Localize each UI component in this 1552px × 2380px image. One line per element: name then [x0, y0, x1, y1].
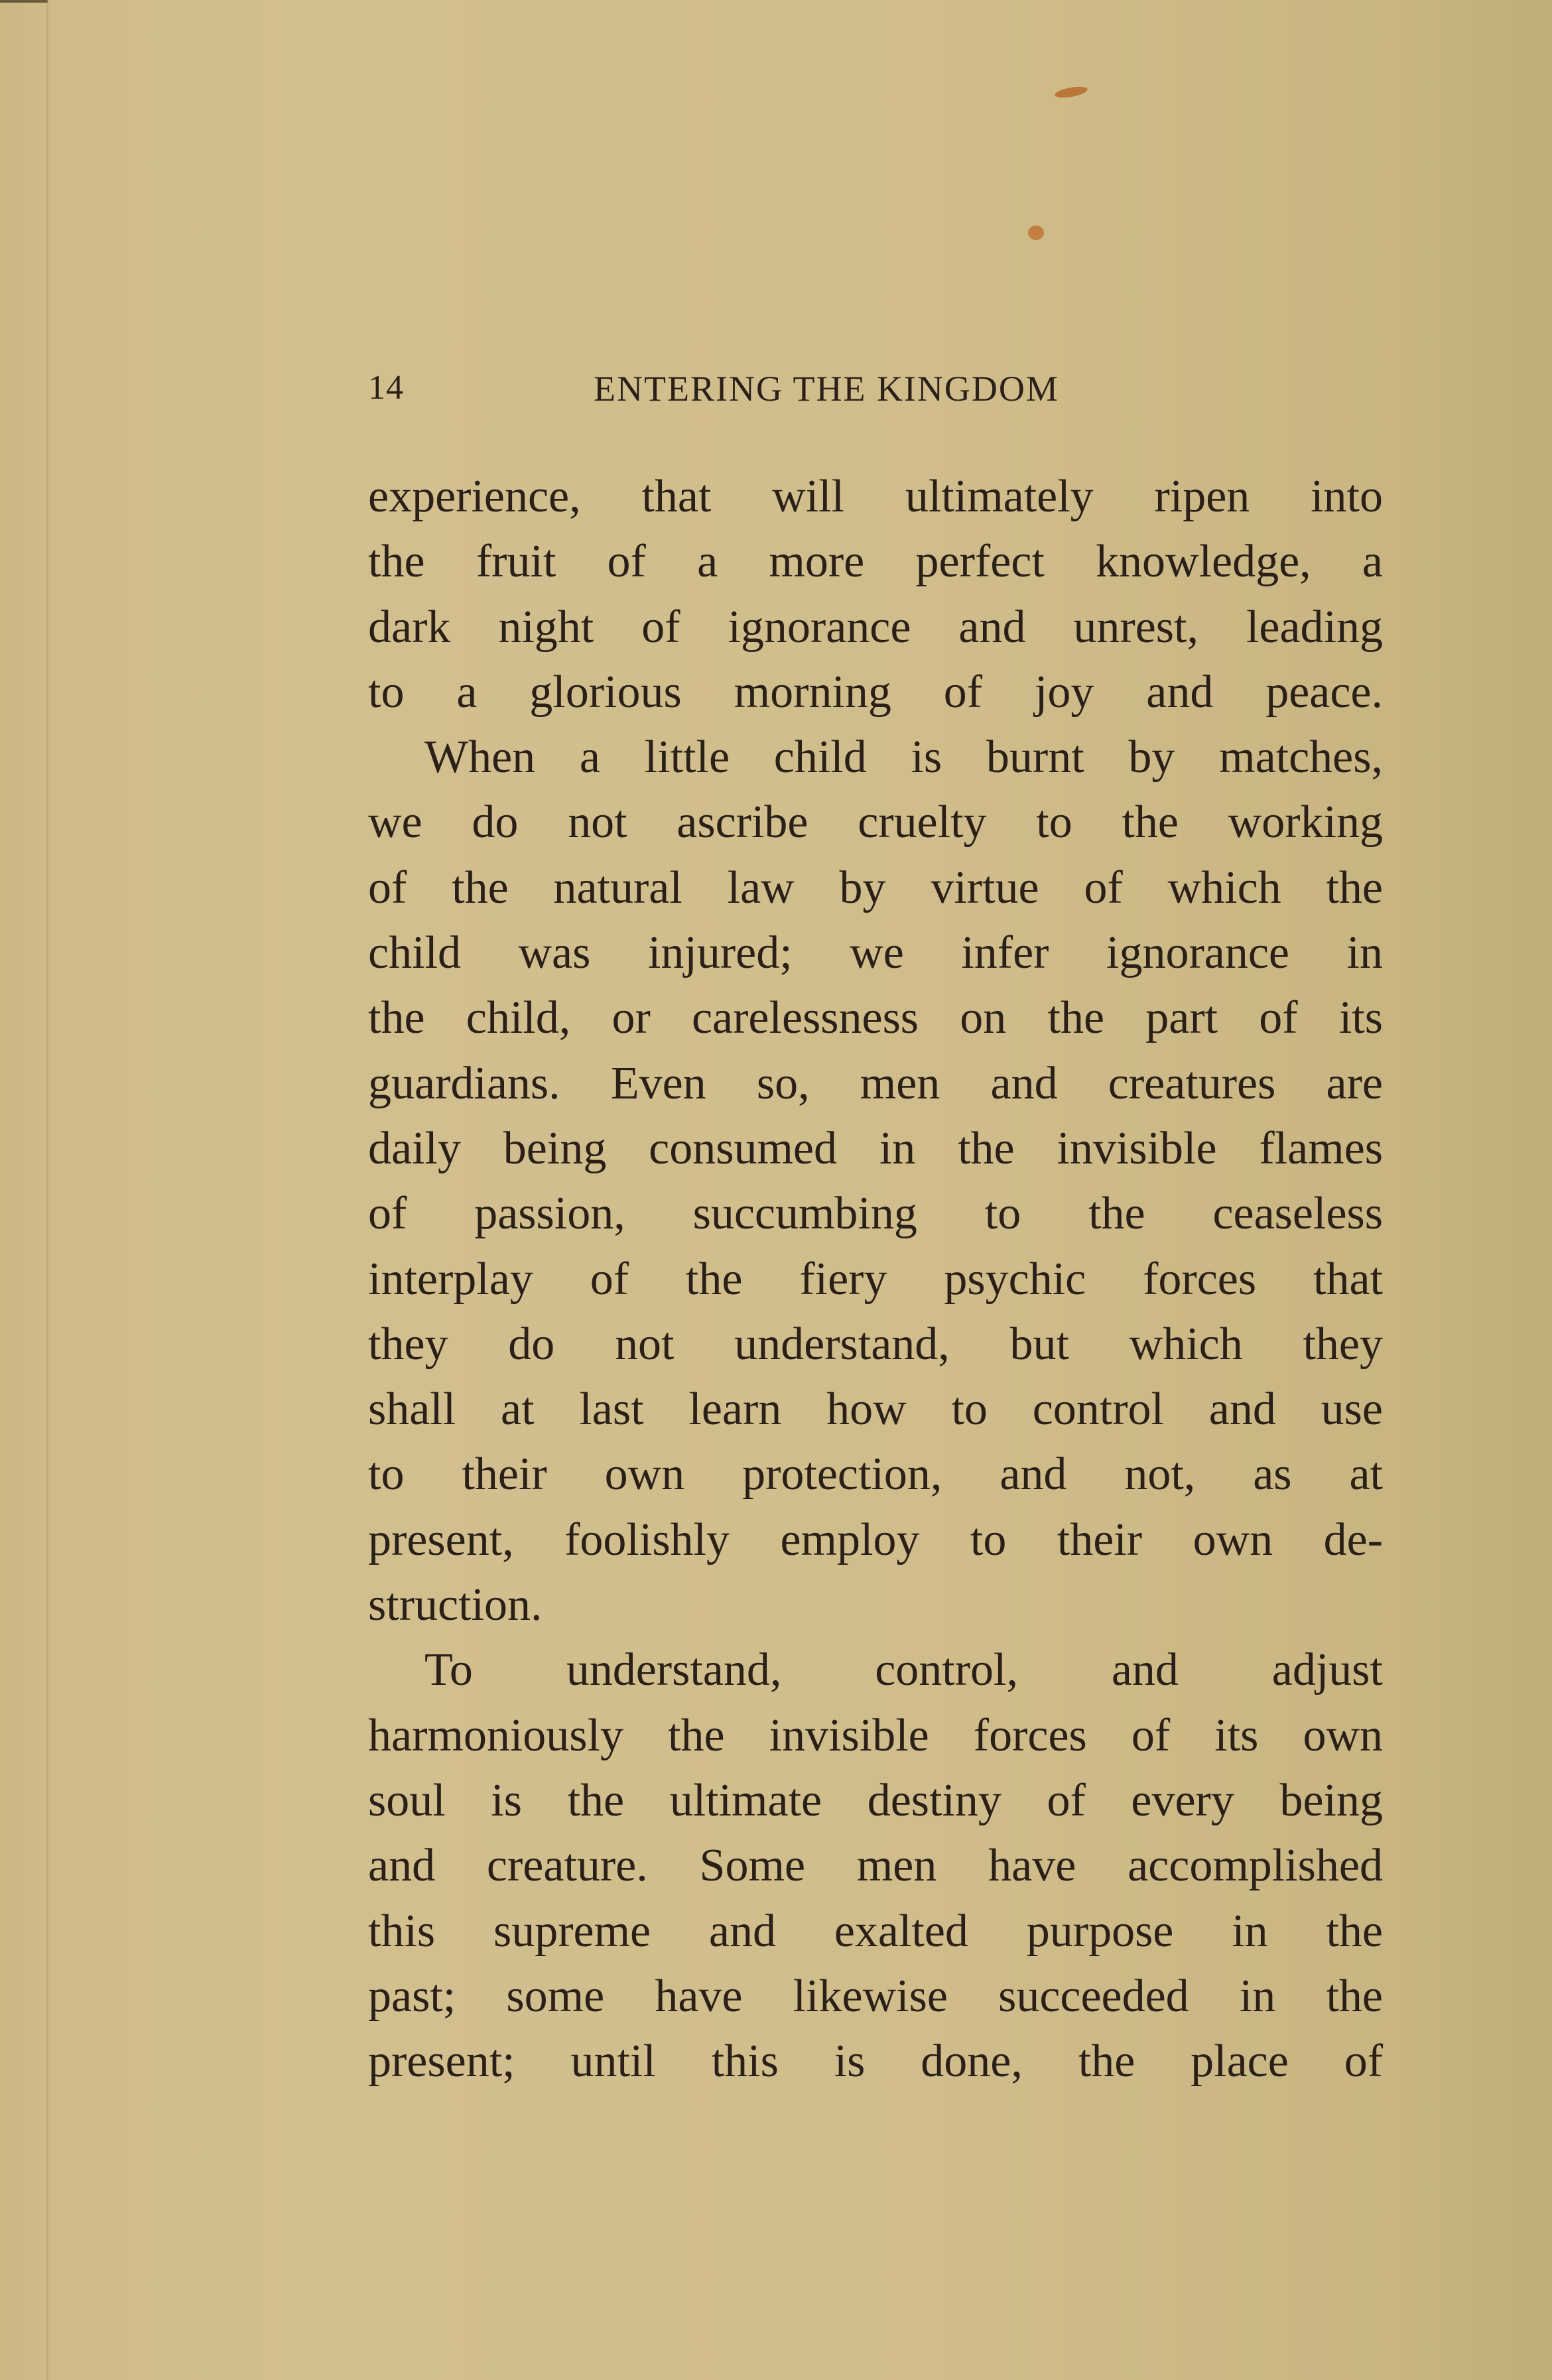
text-line: the fruit of a more perfect knowledge, a — [368, 536, 1383, 588]
text-line: of passion, succumbing to the ceaseless — [368, 1188, 1383, 1240]
text-line: To understand, control, and adjust — [424, 1644, 1383, 1696]
text-line: the child, or carelessness on the part of its — [368, 992, 1383, 1044]
text-line: harmoniously the invisible forces of its own — [368, 1709, 1383, 1761]
text-line: present, foolishly employ to their own de- — [368, 1514, 1383, 1565]
text-line: of the natural law by virtue of which the — [368, 862, 1383, 913]
page-fold — [46, 0, 48, 2380]
page-number: 14 — [368, 369, 404, 407]
text-line: guardians. Even so, men and creatures are — [368, 1057, 1383, 1109]
text-line: soul is the ultimate destiny of every being — [368, 1774, 1383, 1826]
text-line: past; some have likewise succeeded in the — [368, 1970, 1383, 2022]
text-line: to their own protection, and not, as at — [368, 1449, 1383, 1500]
text-line: dark night of ignorance and unrest, leading — [368, 601, 1383, 653]
text-line: we do not ascribe cruelty to the working — [368, 797, 1383, 848]
text-line: struction. — [368, 1579, 543, 1631]
text-line: and creature. Some men have accomplished — [368, 1840, 1383, 1892]
text-line: they do not understand, but which they — [368, 1318, 1383, 1370]
paper-stain — [1028, 226, 1044, 240]
text-line: present; until this is done, the place of — [368, 2036, 1383, 2087]
text-line: daily being consumed in the invisible flames — [368, 1122, 1383, 1174]
text-line: child was injured; we infer ignorance in — [368, 927, 1383, 979]
text-line: shall at last learn how to control and use — [368, 1384, 1383, 1435]
running-header — [368, 368, 1383, 415]
text-line: interplay of the fiery psychic forces that — [368, 1253, 1383, 1305]
running-title: ENTERING THE KINGDOM — [594, 369, 1059, 409]
text-line: experience, that will ultimately ripen into — [368, 471, 1383, 522]
body-text — [368, 464, 1383, 2094]
text-line: this supreme and exalted purpose in the — [368, 1905, 1383, 1957]
text-line: When a little child is burnt by matches, — [424, 732, 1383, 783]
page-edge-line — [0, 0, 48, 3]
paper-stain — [1054, 85, 1088, 99]
text-line: to a glorious morning of joy and peace. — [368, 666, 1383, 718]
